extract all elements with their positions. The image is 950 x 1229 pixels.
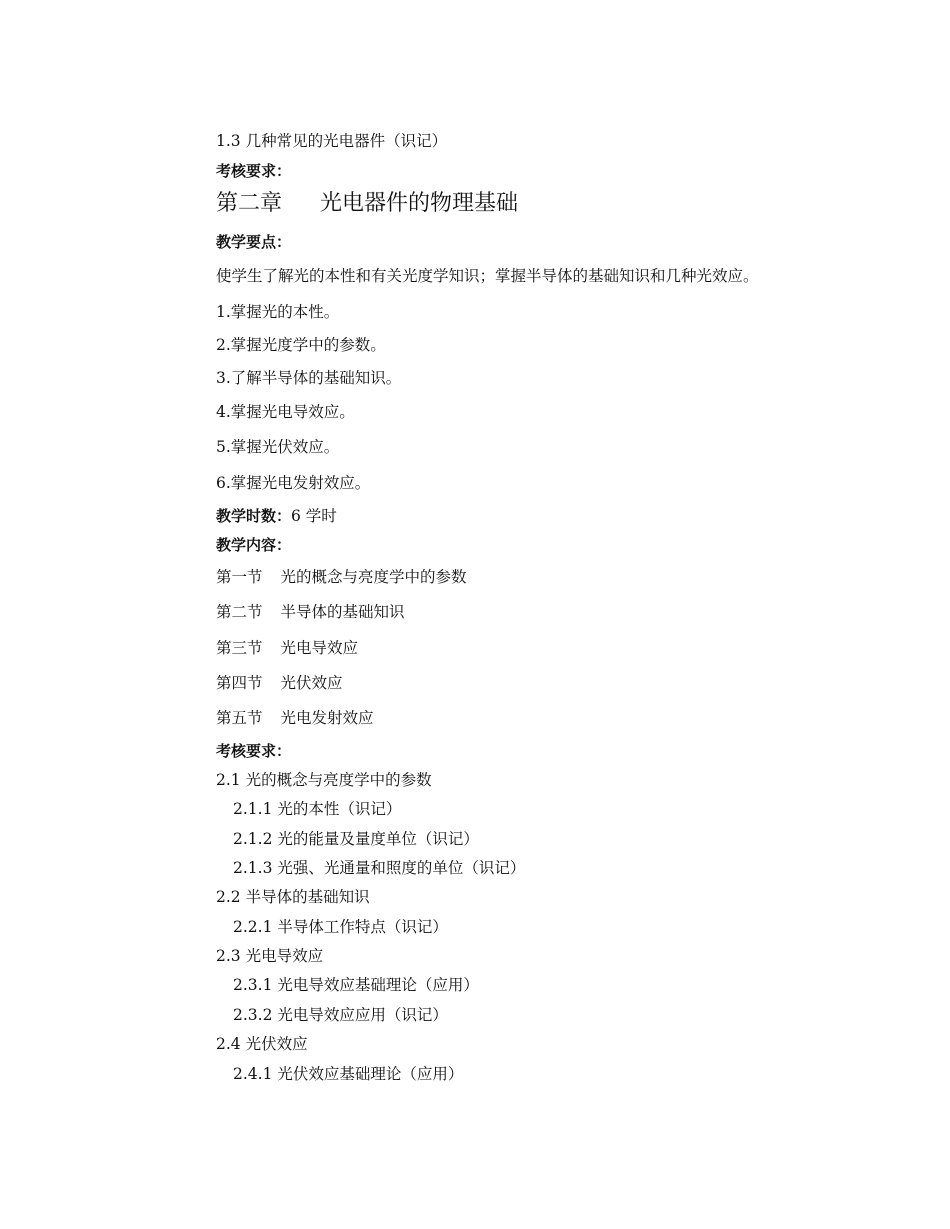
- teaching-points-heading: 教学要点：: [216, 233, 292, 251]
- section-item: [216, 708, 374, 728]
- teaching-hours: [216, 506, 337, 526]
- requirement-item: 2.2 半导体的基础知识: [216, 888, 370, 906]
- point-item: 2.掌握光度学中的参数。: [216, 336, 386, 354]
- requirement-subitem: 2.3.2 光电导效应应用（识记）: [233, 1006, 448, 1024]
- chapter-heading: [216, 190, 518, 218]
- chapter-title: 光电器件的物理基础: [320, 191, 519, 216]
- exam-requirements-heading: 考核要求：: [216, 742, 292, 760]
- teaching-hours-label: 教学时数：: [216, 507, 292, 525]
- section-number: 第四节: [216, 674, 263, 692]
- section-number: 第二节: [216, 603, 263, 621]
- section-title: 光伏效应: [280, 674, 343, 692]
- section-item: [216, 638, 358, 658]
- requirement-subitem: 2.3.1 光电导效应基础理论（应用）: [233, 976, 479, 994]
- requirement-item: 2.4 光伏效应: [216, 1035, 308, 1053]
- requirement-subitem: 2.4.1 光伏效应基础理论（应用）: [233, 1065, 464, 1083]
- point-item: 6.掌握光电发射效应。: [216, 474, 371, 492]
- section-item: [216, 602, 405, 622]
- section-number: 第一节: [216, 568, 263, 586]
- requirement-subitem: 2.1.1 光的本性（识记）: [233, 800, 402, 818]
- requirement-item: 2.3 光电导效应: [216, 947, 324, 965]
- section-title: 半导体的基础知识: [280, 603, 405, 621]
- requirement-item: 2.1 光的概念与亮度学中的参数: [216, 771, 432, 789]
- exam-requirements-heading: 考核要求：: [216, 162, 292, 180]
- teaching-content-heading: 教学内容：: [216, 536, 292, 554]
- point-item: 4.掌握光电导效应。: [216, 403, 355, 421]
- section-item: [216, 567, 467, 587]
- requirement-subitem: 2.1.2 光的能量及量度单位（识记）: [233, 830, 479, 848]
- point-item: 1.掌握光的本性。: [216, 303, 340, 321]
- point-item: 3.了解半导体的基础知识。: [216, 369, 402, 387]
- point-item: 5.掌握光伏效应。: [216, 438, 340, 456]
- intro-paragraph: 使学生了解光的本性和有关光度学知识；掌握半导体的基础知识和几种光效应。: [216, 267, 759, 285]
- section-number: 第三节: [216, 639, 263, 657]
- section-title: 光电导效应: [280, 639, 359, 657]
- chapter-number: 第二章: [216, 191, 283, 216]
- section-number: 第五节: [216, 709, 263, 727]
- teaching-hours-value: 6 学时: [291, 507, 337, 525]
- section-item: [216, 673, 343, 693]
- section-title: 光的概念与亮度学中的参数: [280, 568, 467, 586]
- requirement-subitem: 2.1.3 光强、光通量和照度的单位（识记）: [233, 859, 526, 877]
- requirement-subitem: 2.2.1 半导体工作特点（识记）: [233, 918, 448, 936]
- section-title: 光电发射效应: [280, 709, 374, 727]
- item-1-3: 1.3 几种常见的光电器件（识记）: [216, 132, 448, 150]
